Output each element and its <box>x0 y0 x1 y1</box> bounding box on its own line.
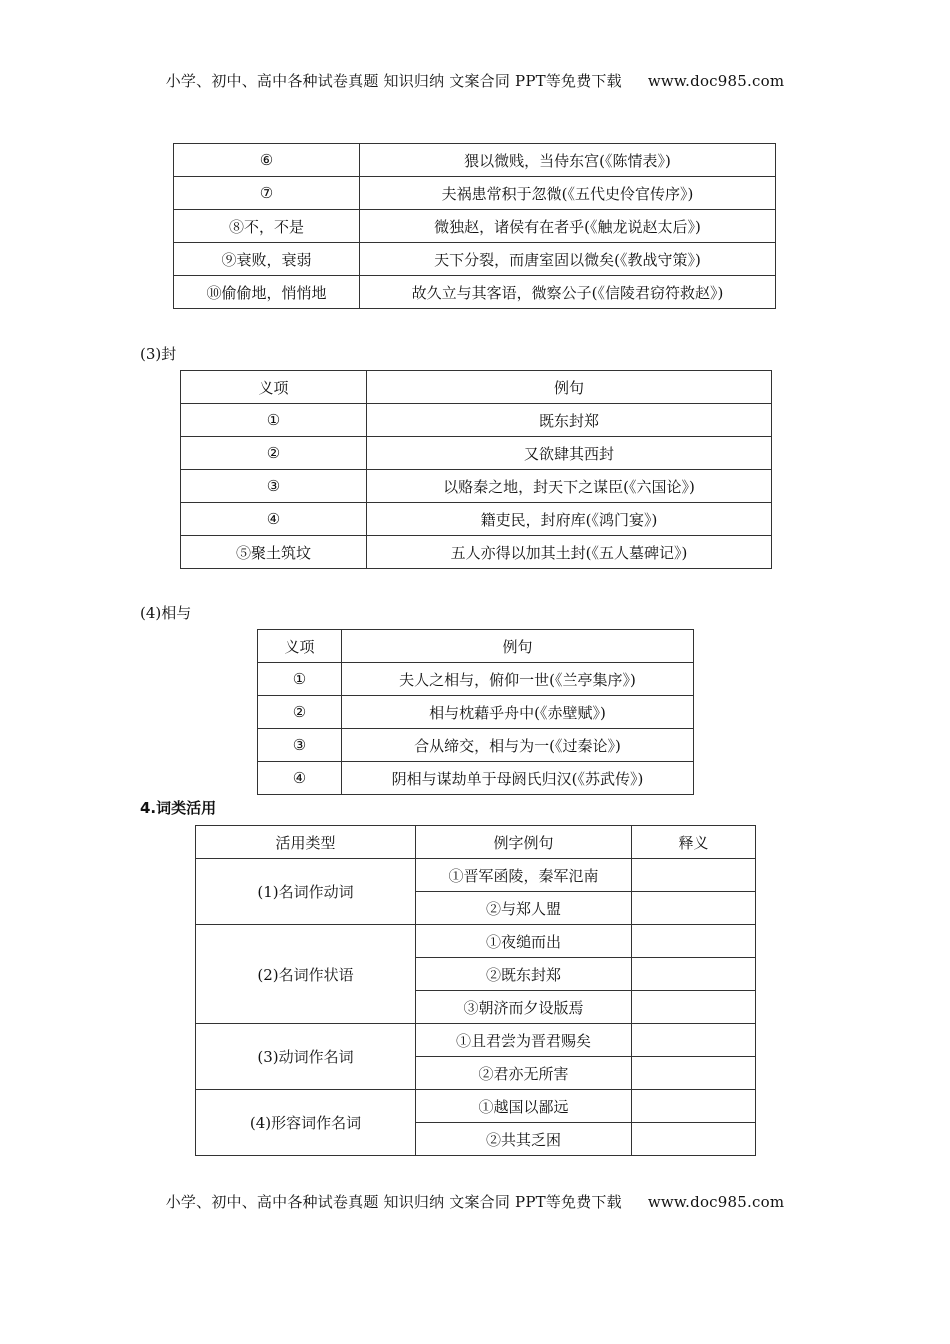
meaning-cell: ⑩偷偷地，悄悄地 <box>174 276 360 309</box>
example-cell: ①夜缒而出 <box>416 925 632 958</box>
usage-type-cell: (3)动词作名词 <box>196 1024 416 1090</box>
table-huoyong <box>195 825 756 1156</box>
example-sentence-cell: 猥以微贱，当侍东宫(《陈情表》) <box>360 144 776 177</box>
header-site: www.doc985.com <box>647 72 785 90</box>
meaning-cell: ⑤聚土筑坟 <box>181 536 367 569</box>
table-row <box>258 663 694 696</box>
meaning-cell: ⑦ <box>174 177 360 210</box>
header-cell: 例句 <box>367 371 772 404</box>
table-row <box>196 925 756 958</box>
meaning-blank-cell[interactable] <box>632 859 756 892</box>
example-sentence-cell: 天下分裂，而唐室固以微矣(《教战守策》) <box>360 243 776 276</box>
example-cell: ①且君尝为晋君赐矣 <box>416 1024 632 1057</box>
usage-type-cell: (4)形容词作名词 <box>196 1090 416 1156</box>
table-row <box>258 696 694 729</box>
meaning-cell: ⑧不，不是 <box>174 210 360 243</box>
example-sentence-cell: 故久立与其客语，微察公子(《信陵君窃符救赵》) <box>360 276 776 309</box>
meaning-cell: ② <box>258 696 342 729</box>
meaning-cell: ③ <box>181 470 367 503</box>
header-cell: 义项 <box>181 371 367 404</box>
table-row <box>258 729 694 762</box>
meaning-cell: ⑥ <box>174 144 360 177</box>
table-row <box>196 859 756 892</box>
table-row <box>174 177 776 210</box>
table-row <box>181 503 772 536</box>
page-footer <box>0 1191 950 1212</box>
example-sentence-cell: 以赂秦之地，封天下之谋臣(《六国论》) <box>367 470 772 503</box>
meaning-blank-cell[interactable] <box>632 1090 756 1123</box>
example-sentence-cell: 微独赵，诸侯有在者乎(《触龙说赵太后》) <box>360 210 776 243</box>
usage-type-cell: (2)名词作状语 <box>196 925 416 1024</box>
table-header-row <box>196 826 756 859</box>
table-row <box>174 276 776 309</box>
header-cell: 义项 <box>258 630 342 663</box>
header-cell: 例句 <box>342 630 694 663</box>
footer-text: 小学、初中、高中各种试卷真题 知识归纳 文案合同 PPT等免费下载 <box>165 1193 622 1211</box>
section-label-feng: (3)封 <box>140 345 177 363</box>
section-label-xiangyu: (4)相与 <box>140 604 192 622</box>
header-text: 小学、初中、高中各种试卷真题 知识归纳 文案合同 PPT等免费下载 <box>165 72 622 90</box>
table-row <box>181 536 772 569</box>
page-header <box>0 70 950 91</box>
meaning-cell: ④ <box>181 503 367 536</box>
usage-type-cell: (1)名词作动词 <box>196 859 416 925</box>
meaning-blank-cell[interactable] <box>632 925 756 958</box>
header-cell: 活用类型 <box>196 826 416 859</box>
meaning-blank-cell[interactable] <box>632 1123 756 1156</box>
example-cell: ③朝济而夕设版焉 <box>416 991 632 1024</box>
table-feng <box>180 370 772 569</box>
meaning-blank-cell[interactable] <box>632 1024 756 1057</box>
meaning-blank-cell[interactable] <box>632 1057 756 1090</box>
table-wei <box>173 143 776 309</box>
meaning-cell: ② <box>181 437 367 470</box>
table-row <box>181 404 772 437</box>
table-row <box>174 243 776 276</box>
footer-site: www.doc985.com <box>647 1193 785 1211</box>
example-cell: ②与郑人盟 <box>416 892 632 925</box>
example-sentence-cell: 五人亦得以加其土封(《五人墓碑记》) <box>367 536 772 569</box>
example-sentence-cell: 又欲肆其西封 <box>367 437 772 470</box>
table-row <box>258 762 694 795</box>
table-row <box>174 144 776 177</box>
table-row <box>181 470 772 503</box>
table-row <box>196 1024 756 1057</box>
table-row <box>196 1090 756 1123</box>
example-sentence-cell: 夫祸患常积于忽微(《五代史伶官传序》) <box>360 177 776 210</box>
meaning-cell: ③ <box>258 729 342 762</box>
section-label-huoyong: 4.词类活用 <box>140 799 217 817</box>
example-cell: ①越国以鄙远 <box>416 1090 632 1123</box>
meaning-cell: ④ <box>258 762 342 795</box>
table-row <box>174 210 776 243</box>
example-cell: ①晋军函陵，秦军氾南 <box>416 859 632 892</box>
example-sentence-cell: 相与枕藉乎舟中(《赤壁赋》) <box>342 696 694 729</box>
meaning-blank-cell[interactable] <box>632 892 756 925</box>
meaning-blank-cell[interactable] <box>632 991 756 1024</box>
example-sentence-cell: 阴相与谋劫单于母阏氏归汉(《苏武传》) <box>342 762 694 795</box>
table-header-row <box>258 630 694 663</box>
example-sentence-cell: 既东封郑 <box>367 404 772 437</box>
meaning-cell: ⑨衰败，衰弱 <box>174 243 360 276</box>
header-cell: 释义 <box>632 826 756 859</box>
table-header-row <box>181 371 772 404</box>
example-sentence-cell: 夫人之相与，俯仰一世(《兰亭集序》) <box>342 663 694 696</box>
example-cell: ②既东封郑 <box>416 958 632 991</box>
header-cell: 例字例句 <box>416 826 632 859</box>
example-cell: ②君亦无所害 <box>416 1057 632 1090</box>
example-cell: ②共其乏困 <box>416 1123 632 1156</box>
example-sentence-cell: 合从缔交，相与为一(《过秦论》) <box>342 729 694 762</box>
table-xiangyu <box>257 629 694 795</box>
example-sentence-cell: 籍吏民，封府库(《鸿门宴》) <box>367 503 772 536</box>
table-row <box>181 437 772 470</box>
meaning-blank-cell[interactable] <box>632 958 756 991</box>
meaning-cell: ① <box>258 663 342 696</box>
meaning-cell: ① <box>181 404 367 437</box>
